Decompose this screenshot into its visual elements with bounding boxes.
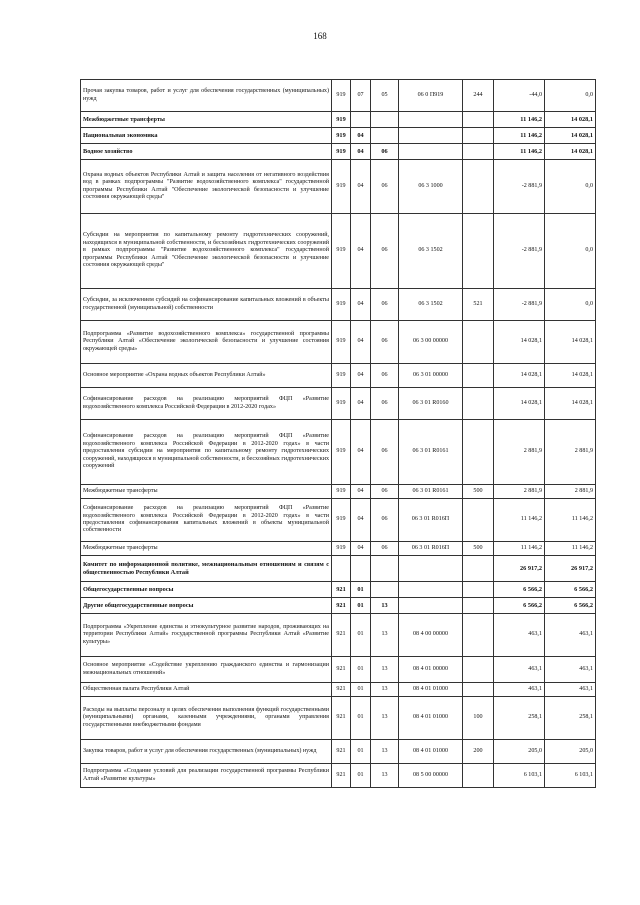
table-row	[81, 485, 596, 499]
row-target: 08 4 01 01000	[399, 683, 463, 697]
row-ministry: 921	[332, 598, 351, 614]
row-name: Основное мероприятие «Охрана водных объектов Республики Алтай»	[81, 364, 332, 388]
table-row	[81, 321, 596, 364]
row-exp-type	[463, 556, 494, 582]
row-target: 06 3 00 00000	[399, 321, 463, 364]
row-name: Софинансирование расходов на реализацию мероприятий ФЦП «Развитие водохозяйственного комплекса Российской Федерации в 2012-2020 годах» в части предоставления субсидии на мероприятия по капитальному ремонту гидротехнических сооружений, находящихся в муниципальной собственности, и бесхозяйных гидротехнических сооружений	[81, 420, 332, 485]
row-ministry: 919	[332, 542, 351, 556]
row-target	[399, 112, 463, 128]
row-target	[399, 598, 463, 614]
row-section: 01	[351, 598, 371, 614]
row-exp-type: 521	[463, 289, 494, 321]
row-exp-type	[463, 499, 494, 542]
row-subsection: 13	[371, 764, 399, 788]
row-sum1: 205,0	[494, 740, 545, 764]
row-sum2: 6 566,2	[545, 598, 596, 614]
row-exp-type	[463, 598, 494, 614]
row-target: 06 3 01 R0161	[399, 420, 463, 485]
table-row	[81, 542, 596, 556]
row-subsection: 13	[371, 683, 399, 697]
row-name: Субсидии, за исключением субсидий на софинансирование капитальных вложений в объекты государственной (муниципальной) собственности	[81, 289, 332, 321]
row-name: Другие общегосударственные вопросы	[81, 598, 332, 614]
row-name: Межбюджетные трансферты	[81, 112, 332, 128]
row-sum2: 6 566,2	[545, 582, 596, 598]
row-sum1: 463,1	[494, 614, 545, 657]
row-section: 01	[351, 657, 371, 683]
row-target	[399, 582, 463, 598]
row-section: 01	[351, 764, 371, 788]
table-row	[81, 160, 596, 214]
row-sum2: 0,0	[545, 160, 596, 214]
budget-table	[80, 79, 596, 788]
table-row	[81, 80, 596, 112]
row-section: 04	[351, 214, 371, 289]
row-subsection: 13	[371, 614, 399, 657]
row-sum2: 14 028,1	[545, 128, 596, 144]
table-row	[81, 683, 596, 697]
row-subsection: 06	[371, 499, 399, 542]
row-name: Комитет по информационной политике, межнациональным отношениям и связям с общественностью Республики Алтай	[81, 556, 332, 582]
row-sum1: 14 028,1	[494, 388, 545, 420]
row-target	[399, 128, 463, 144]
row-subsection: 06	[371, 321, 399, 364]
table-row	[81, 144, 596, 160]
row-name: Субсидии на мероприятия по капитальному ремонту гидротехнических сооружений, находящихся в муниципальной собственности, и бесхозяйных гидротехнических сооружений в рамках подпрограммы "Развитие водохозяйственного комплекса" государственной программы Республики Алтай "Обеспечение экологической безопасности и улучшение состояния окружающей среды"	[81, 214, 332, 289]
row-ministry: 921	[332, 764, 351, 788]
row-sum2: 14 028,1	[545, 144, 596, 160]
row-name: Водное хозяйство	[81, 144, 332, 160]
table-row	[81, 697, 596, 740]
row-ministry: 919	[332, 420, 351, 485]
table-row	[81, 556, 596, 582]
row-sum1: -2 881,9	[494, 289, 545, 321]
row-exp-type	[463, 112, 494, 128]
row-target: 08 4 00 00000	[399, 614, 463, 657]
table-row	[81, 289, 596, 321]
row-ministry: 919	[332, 388, 351, 420]
row-section: 01	[351, 582, 371, 598]
row-exp-type: 500	[463, 485, 494, 499]
row-sum1: 258,1	[494, 697, 545, 740]
row-exp-type: 244	[463, 80, 494, 112]
row-target: 08 4 01 01000	[399, 697, 463, 740]
table-row	[81, 112, 596, 128]
row-section: 04	[351, 128, 371, 144]
row-target: 06 3 01 00000	[399, 364, 463, 388]
row-section: 04	[351, 542, 371, 556]
row-sum1: 11 146,2	[494, 128, 545, 144]
row-exp-type	[463, 420, 494, 485]
row-section: 04	[351, 160, 371, 214]
row-exp-type: 200	[463, 740, 494, 764]
row-exp-type	[463, 657, 494, 683]
row-section: 01	[351, 740, 371, 764]
row-target: 06 3 01 R016П	[399, 499, 463, 542]
row-sum1: 6 103,1	[494, 764, 545, 788]
row-name: Межбюджетные трансферты	[81, 542, 332, 556]
row-sum2: 0,0	[545, 214, 596, 289]
row-target: 06 0 П919	[399, 80, 463, 112]
row-sum2: 14 028,1	[545, 388, 596, 420]
row-name: Общегосударственные вопросы	[81, 582, 332, 598]
row-ministry: 921	[332, 697, 351, 740]
table-row	[81, 388, 596, 420]
row-sum1: -44,0	[494, 80, 545, 112]
row-sum2: 463,1	[545, 614, 596, 657]
row-exp-type	[463, 614, 494, 657]
row-name: Софинансирование расходов на реализацию мероприятий ФЦП «Развитие водохозяйственного комплекса Российской Федерации в 2012-2020 годах»	[81, 388, 332, 420]
row-sum1: 14 028,1	[494, 321, 545, 364]
row-exp-type	[463, 764, 494, 788]
row-sum2: 463,1	[545, 683, 596, 697]
table-row	[81, 364, 596, 388]
row-name: Национальная экономика	[81, 128, 332, 144]
table-row	[81, 764, 596, 788]
row-name: Расходы на выплаты персоналу в целях обеспечения выполнения функций государственными (муниципальными) органами, казенными учреждениями, органами управления государственными внебюджетными фондами	[81, 697, 332, 740]
row-sum2: 463,1	[545, 657, 596, 683]
row-sum2: 26 917,2	[545, 556, 596, 582]
row-target: 06 3 01 R0161	[399, 485, 463, 499]
row-sum1: 2 881,9	[494, 420, 545, 485]
row-ministry	[332, 556, 351, 582]
row-ministry: 919	[332, 485, 351, 499]
table-row	[81, 128, 596, 144]
row-ministry: 919	[332, 289, 351, 321]
row-section	[351, 112, 371, 128]
row-subsection: 06	[371, 420, 399, 485]
row-sum1: 463,1	[494, 657, 545, 683]
row-section: 04	[351, 364, 371, 388]
row-target: 06 3 01 R016П	[399, 542, 463, 556]
row-sum1: 6 566,2	[494, 598, 545, 614]
row-sum1: 14 028,1	[494, 364, 545, 388]
row-subsection	[371, 556, 399, 582]
table-row	[81, 582, 596, 598]
row-subsection: 05	[371, 80, 399, 112]
row-subsection: 06	[371, 144, 399, 160]
row-sum2: 0,0	[545, 80, 596, 112]
table-row	[81, 499, 596, 542]
row-ministry: 921	[332, 683, 351, 697]
row-target	[399, 144, 463, 160]
row-section: 04	[351, 485, 371, 499]
row-target: 06 3 1000	[399, 160, 463, 214]
row-target: 06 3 1502	[399, 214, 463, 289]
row-sum1: 6 566,2	[494, 582, 545, 598]
row-ministry: 921	[332, 740, 351, 764]
row-section: 04	[351, 499, 371, 542]
row-target: 08 4 01 00000	[399, 657, 463, 683]
row-ministry: 919	[332, 214, 351, 289]
row-section: 07	[351, 80, 371, 112]
row-sum2: 2 881,9	[545, 485, 596, 499]
row-subsection: 06	[371, 388, 399, 420]
page-number: 168	[313, 31, 327, 41]
row-sum1: 463,1	[494, 683, 545, 697]
row-exp-type: 500	[463, 542, 494, 556]
row-ministry: 919	[332, 364, 351, 388]
table-row	[81, 420, 596, 485]
row-ministry: 921	[332, 657, 351, 683]
row-name: Закупка товаров, работ и услуг для обеспечения государственных (муниципальных) нужд	[81, 740, 332, 764]
row-sum2: 14 028,1	[545, 364, 596, 388]
row-name: Основное мероприятие «Содействие укреплению гражданского единства и гармонизации межнациональных отношений»	[81, 657, 332, 683]
row-subsection	[371, 112, 399, 128]
row-name: Подпрограмма «Укрепление единства и этнокультурное развитие народов, проживающих на территории Республики Алтай» государственной программы Республики Алтай «Развитие культуры»	[81, 614, 332, 657]
row-sum1: 11 146,2	[494, 144, 545, 160]
row-target: 06 3 1502	[399, 289, 463, 321]
row-subsection: 13	[371, 697, 399, 740]
row-target: 06 3 01 R0160	[399, 388, 463, 420]
table-row	[81, 214, 596, 289]
row-sum2: 14 028,1	[545, 112, 596, 128]
row-sum1: -2 881,9	[494, 160, 545, 214]
table-row	[81, 740, 596, 764]
row-exp-type	[463, 160, 494, 214]
row-subsection: 06	[371, 364, 399, 388]
row-sum2: 6 103,1	[545, 764, 596, 788]
row-sum1: 2 881,9	[494, 485, 545, 499]
row-target: 08 5 00 00000	[399, 764, 463, 788]
row-sum2: 11 146,2	[545, 542, 596, 556]
row-exp-type	[463, 144, 494, 160]
row-subsection	[371, 128, 399, 144]
row-name: Подпрограмма «Развитие водохозяйственного комплекса» государственной программы Республики Алтай «Обеспечение экологической безопасности и улучшение состояния окружающей среды»	[81, 321, 332, 364]
row-target: 08 4 01 01000	[399, 740, 463, 764]
row-ministry: 919	[332, 499, 351, 542]
row-ministry: 919	[332, 160, 351, 214]
row-subsection: 13	[371, 740, 399, 764]
row-exp-type	[463, 321, 494, 364]
row-subsection: 13	[371, 657, 399, 683]
row-section: 01	[351, 683, 371, 697]
row-ministry: 919	[332, 321, 351, 364]
row-exp-type: 100	[463, 697, 494, 740]
row-subsection	[371, 582, 399, 598]
row-sum1: 11 146,2	[494, 112, 545, 128]
row-sum2: 0,0	[545, 289, 596, 321]
row-sum1: 11 146,2	[494, 499, 545, 542]
row-exp-type	[463, 128, 494, 144]
row-exp-type	[463, 683, 494, 697]
row-sum2: 205,0	[545, 740, 596, 764]
row-section: 04	[351, 144, 371, 160]
row-name: Прочая закупка товаров, работ и услуг для обеспечения государственных (муниципальных) нужд	[81, 80, 332, 112]
row-section: 04	[351, 289, 371, 321]
row-ministry: 919	[332, 80, 351, 112]
row-sum1: -2 881,9	[494, 214, 545, 289]
row-name: Межбюджетные трансферты	[81, 485, 332, 499]
row-subsection: 06	[371, 214, 399, 289]
row-ministry: 919	[332, 112, 351, 128]
row-exp-type	[463, 214, 494, 289]
row-subsection: 06	[371, 160, 399, 214]
row-section: 04	[351, 420, 371, 485]
row-ministry: 921	[332, 614, 351, 657]
row-subsection: 06	[371, 485, 399, 499]
row-section: 04	[351, 388, 371, 420]
row-subsection: 06	[371, 289, 399, 321]
row-target	[399, 556, 463, 582]
row-name: Софинансирование расходов на реализацию мероприятий ФЦП «Развитие водохозяйственного комплекса Российской Федерации в 2012-2020 годах» в части предоставления софинансирования капитальных вложений в объекты муниципальной собственности	[81, 499, 332, 542]
row-ministry: 919	[332, 128, 351, 144]
row-subsection: 13	[371, 598, 399, 614]
row-name: Общественная палата Республики Алтай	[81, 683, 332, 697]
table-row	[81, 598, 596, 614]
row-section: 04	[351, 321, 371, 364]
row-sum2: 14 028,1	[545, 321, 596, 364]
row-ministry: 919	[332, 144, 351, 160]
row-sum1: 26 917,2	[494, 556, 545, 582]
row-name: Охрана водных объектов Республики Алтай и защита населения от негативного воздействия вод в рамках подпрограммы "Развитие водохозяйственного комплекса" государственной программы Республики Алтай "Обеспечение экологической безопасности и улучшение состояния окружающей среды"	[81, 160, 332, 214]
row-sum2: 11 146,2	[545, 499, 596, 542]
table-row	[81, 657, 596, 683]
row-section: 01	[351, 614, 371, 657]
row-name: Подпрограмма «Создание условий для реализации государственной программы Республики Алтай «Развитие культуры»	[81, 764, 332, 788]
row-sum1: 11 146,2	[494, 542, 545, 556]
row-section: 01	[351, 697, 371, 740]
row-exp-type	[463, 388, 494, 420]
row-sum2: 258,1	[545, 697, 596, 740]
row-sum2: 2 881,9	[545, 420, 596, 485]
row-section	[351, 556, 371, 582]
row-exp-type	[463, 582, 494, 598]
table-row	[81, 614, 596, 657]
row-ministry: 921	[332, 582, 351, 598]
row-exp-type	[463, 364, 494, 388]
row-subsection: 06	[371, 542, 399, 556]
